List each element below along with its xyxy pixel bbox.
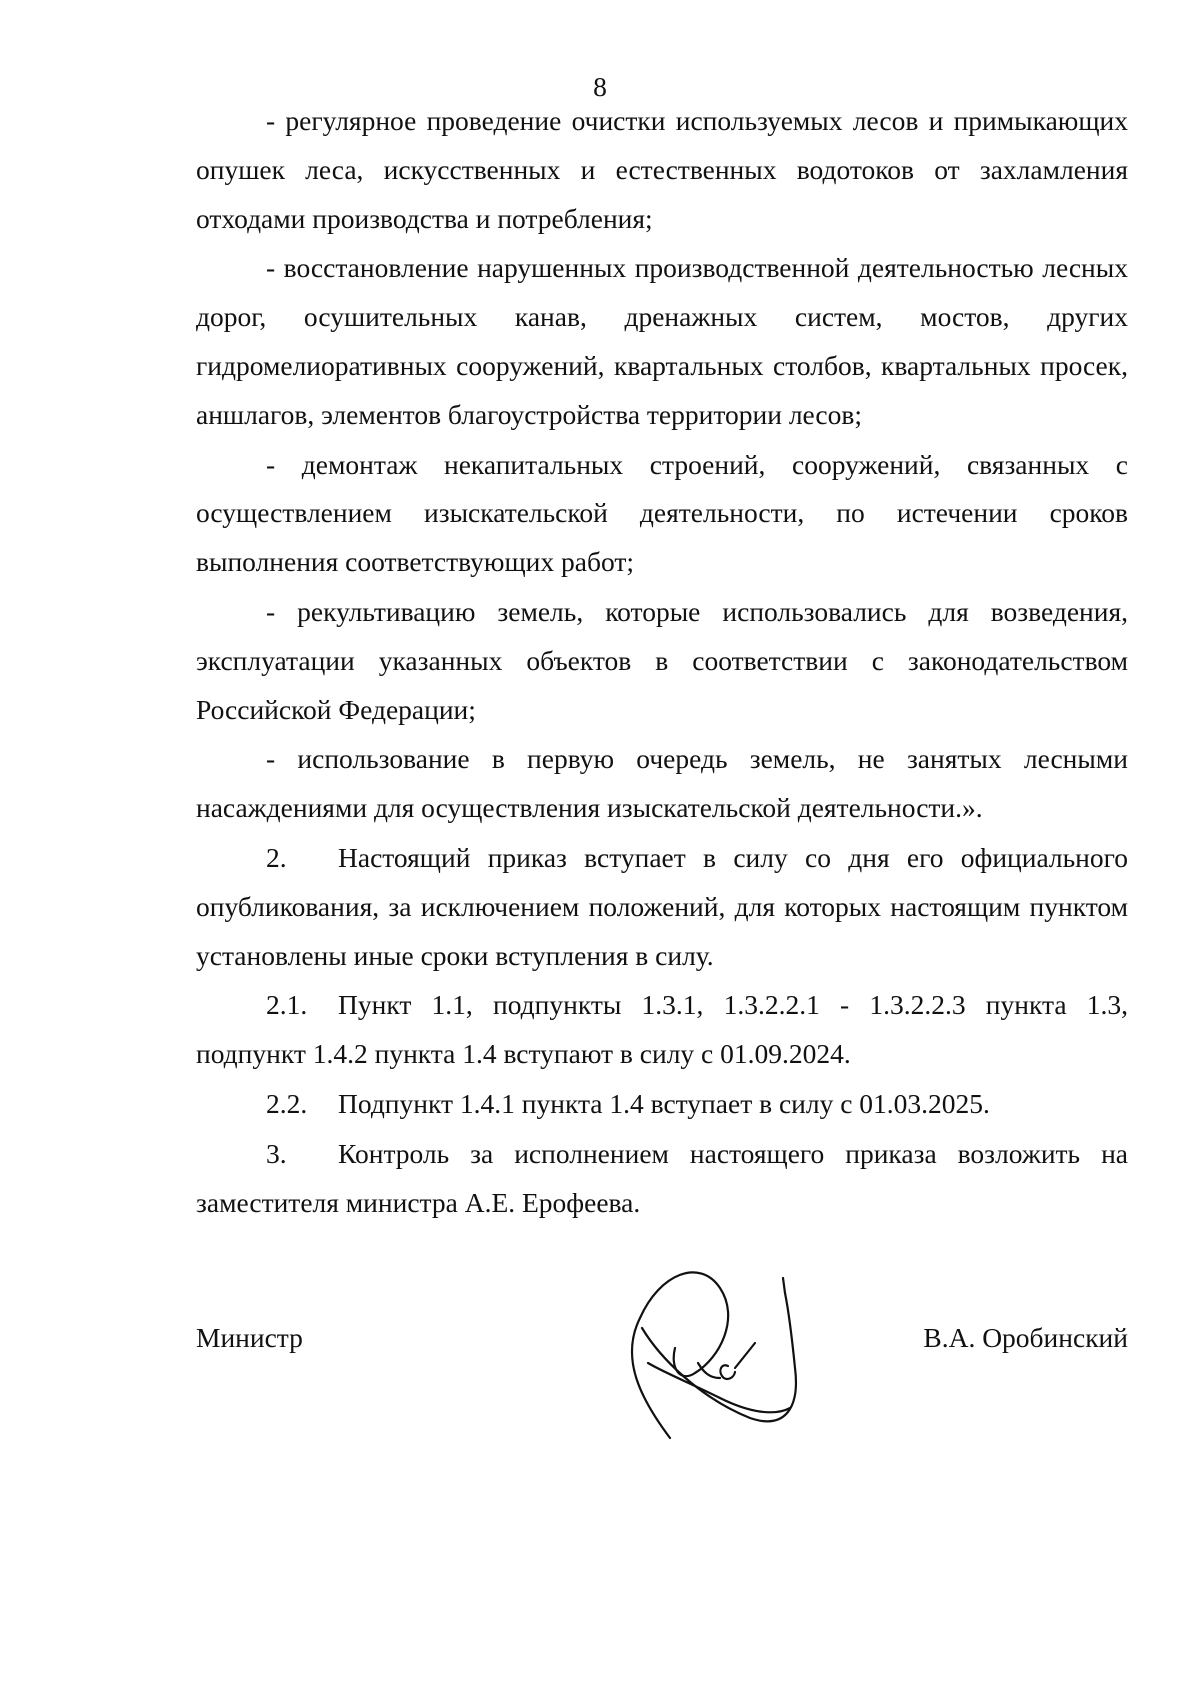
paragraph-number: 3. bbox=[266, 1137, 287, 1169]
document-body bbox=[196, 97, 1128, 1228]
paragraph-text: Контроль за исполнением настоящего приказа возложить на заместителя министра А.Е. Ерофеева. bbox=[196, 1137, 1128, 1218]
paragraph-text: - использование в первую очередь земель, не занятых лесными насаждениями для осуществления изыскательской деятельности.». bbox=[196, 743, 1128, 824]
page-number: 8 bbox=[593, 71, 607, 102]
paragraph-number: 2.1. bbox=[266, 989, 308, 1021]
paragraph-text: Пункт 1.1, подпункты 1.3.1, 1.3.2.2.1 - 1.3.2.2.3 пункта 1.3, подпункт 1.4.2 пункта 1.4 вступают в силу с 01.09.2024. bbox=[196, 989, 1128, 1070]
paragraph-number: 2. bbox=[266, 841, 287, 873]
numbered-paragraph bbox=[196, 1130, 1128, 1228]
paragraph-text: Настоящий приказ вступает в силу со дня его официального опубликования, за исключением положений, для которых настоящим пунктом установлены иные сроки вступления в силу. bbox=[196, 841, 1128, 971]
paragraph bbox=[196, 97, 1128, 243]
handwritten-signature bbox=[600, 1248, 860, 1448]
numbered-paragraph bbox=[196, 1080, 1128, 1129]
paragraph bbox=[196, 441, 1128, 587]
paragraph-text: - восстановление нарушенных производственной деятельностью лесных дорог, осушительных канав, дренажных систем, мостов, других гидромелиоративных сооружений, квартальных столбов, квартальных просек, аншлагов, элементов благоустройства территории лесов; bbox=[196, 252, 1128, 430]
paragraph bbox=[196, 735, 1128, 833]
signatory-position: Министр bbox=[196, 1322, 303, 1353]
paragraph-text: - рекультивацию земель, которые использовались для возведения, эксплуатации указанных объектов в соответствии с законодательством Российской Федерации; bbox=[196, 595, 1128, 725]
signatory-name: В.А. Оробинский bbox=[923, 1322, 1128, 1353]
paragraph bbox=[196, 588, 1128, 734]
numbered-paragraph bbox=[196, 834, 1128, 980]
paragraph-text: - регулярное проведение очистки используемых лесов и примыкающих опушек леса, искусственных и естественных водотоков от захламления отходами производства и потребления; bbox=[196, 105, 1128, 234]
numbered-paragraph bbox=[196, 981, 1128, 1079]
paragraph-text: - демонтаж некапитальных строений, сооружений, связанных с осуществлением изыскательской деятельности, по истечении сроков выполнения соответствующих работ; bbox=[196, 448, 1128, 578]
paragraph-text: Подпункт 1.4.1 пункта 1.4 вступает в силу с 01.03.2025. bbox=[338, 1087, 990, 1119]
paragraph-number: 2.2. bbox=[266, 1087, 308, 1119]
paragraph bbox=[196, 244, 1128, 439]
